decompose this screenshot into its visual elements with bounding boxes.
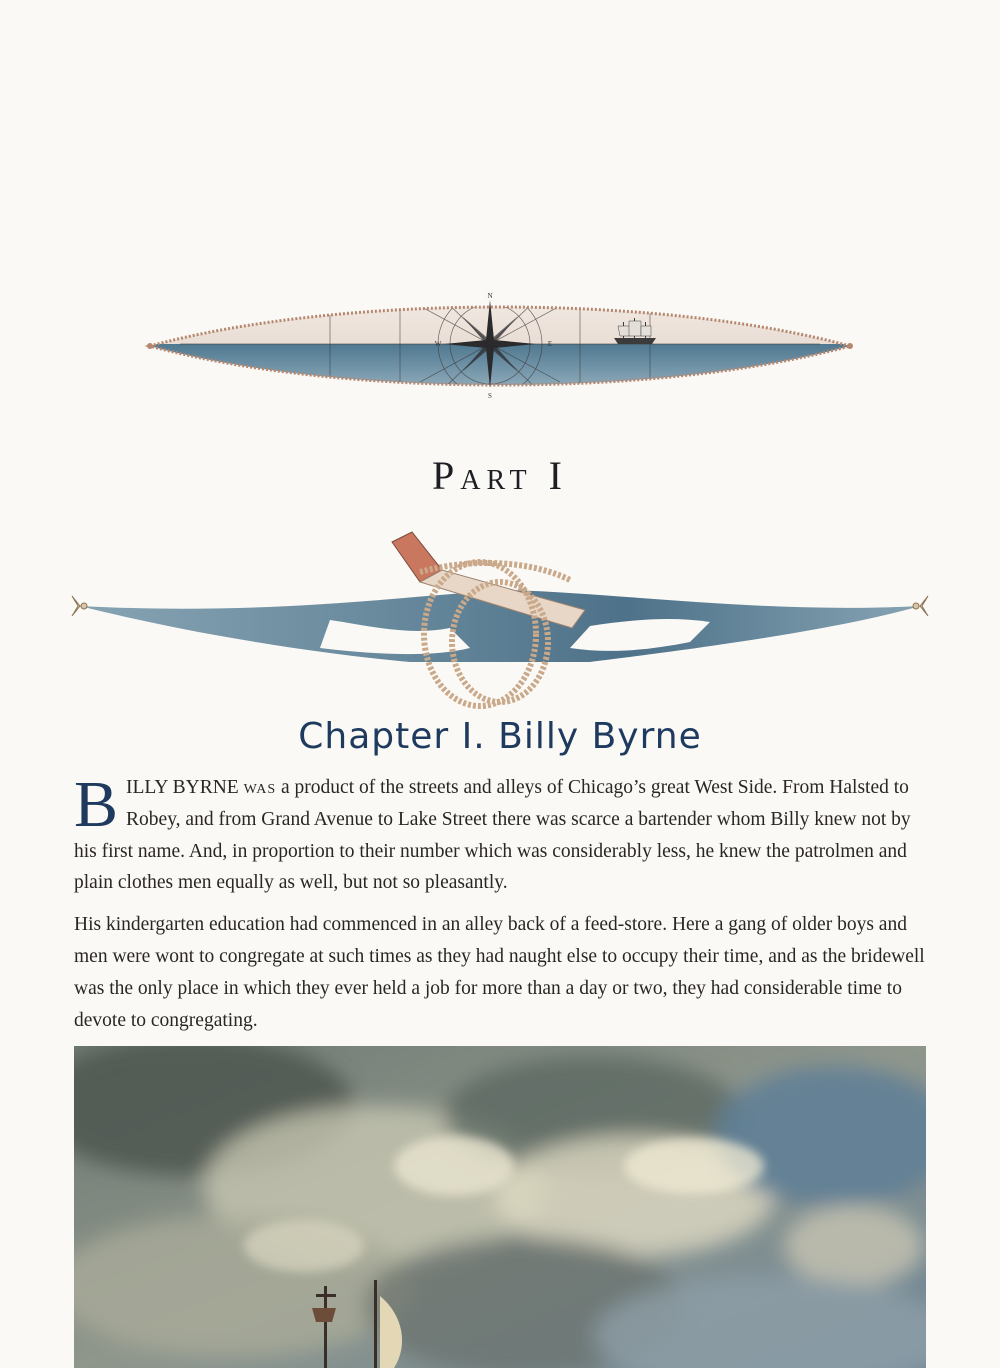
compass-e: E [547,340,553,348]
ribbon-end-left-icon [72,596,87,616]
paragraph-2: His kindergarten education had commenced in an alley back of a feed-store. Here a gang of older boys and men were wont to congregate at such times as they had naught else to occupy their time, and as the bridewell was the only place in which they ever held a job for more than a day or two, they had considerable time to devote to congregating. [74,914,925,1031]
lead-caps: ILLY BYRNE [126,777,239,798]
chapter-body [74,768,928,1046]
paragraph-1 [74,768,928,899]
paragraph-1-text: a product of the streets and alleys of Chicago’s great West Side. From Halsted to Robey, and from Grand Avenue to Lake Street there was scarce a bartender whom Billy knew not by his first name. And, in proportion to their number which was considerably less, he knew the patrolmen and plain clothes men equally as well, but not so pleasantly. [74,777,911,894]
compass-n: N [487,292,493,300]
banner-ornament [70,524,930,724]
ribbon-end-right-icon [913,596,928,616]
ship-painting [74,1046,926,1368]
compass-ornament [140,286,860,406]
lead-small-caps: was [243,777,277,798]
compass-w: W [434,340,442,348]
drop-cap: B [74,768,119,841]
chapter-title: Chapter I. Billy Byrne [298,716,702,757]
compass-s: S [488,392,492,400]
part-title: Part I [432,453,568,498]
